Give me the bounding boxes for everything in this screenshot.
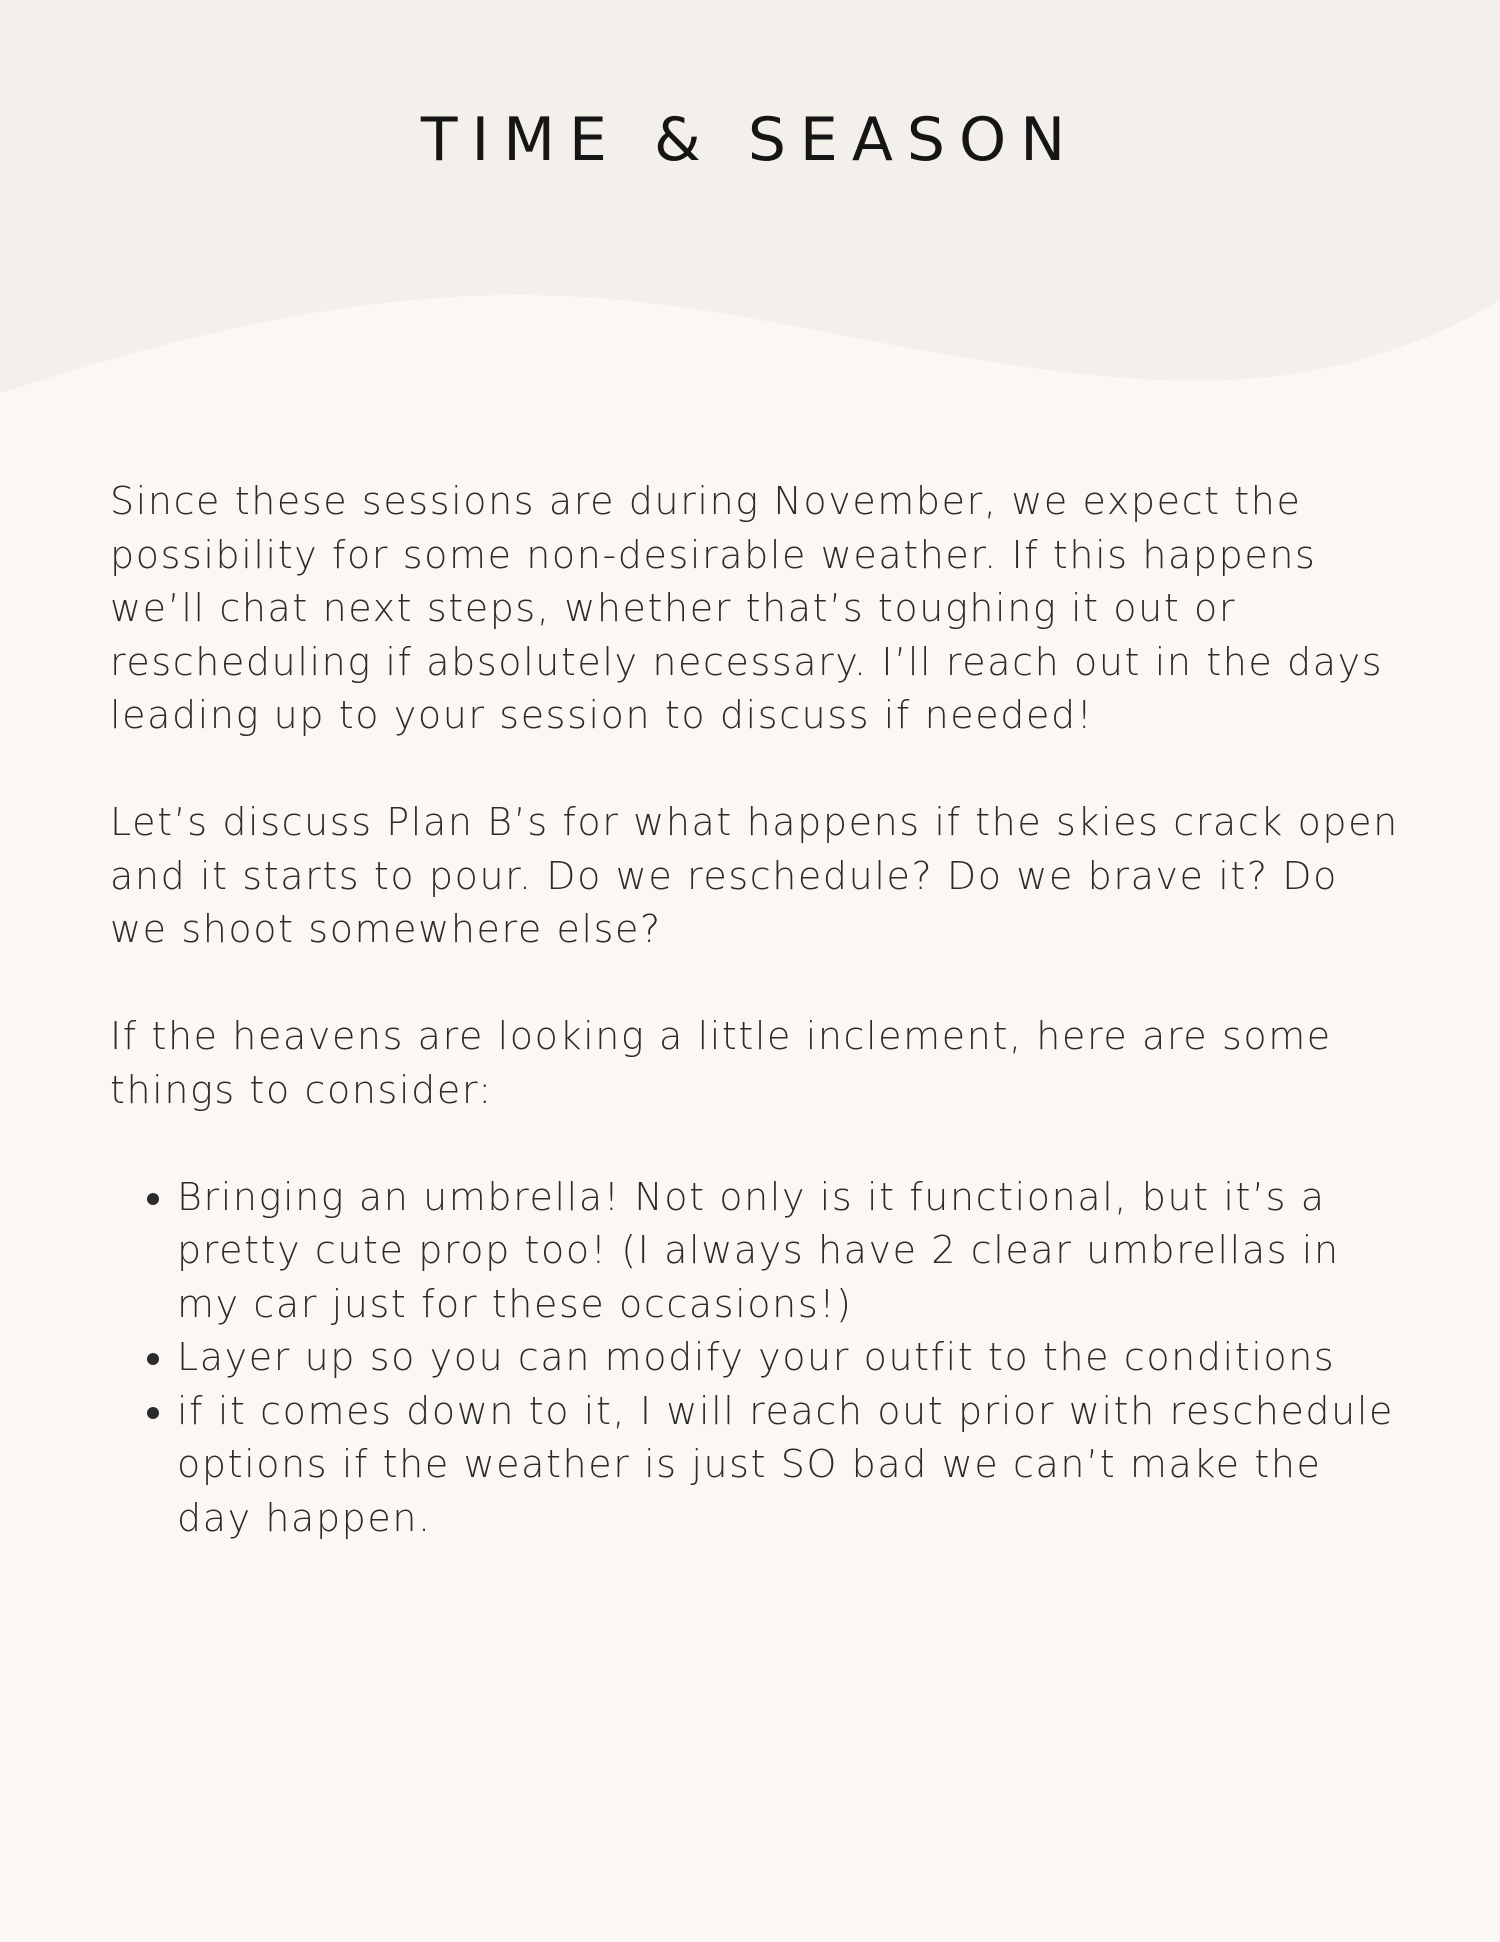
list-item: • if it comes down to it, I will reach out prior with reschedule options if the weather is just SO bad we can’t make the day happen. xyxy=(177,1385,1400,1546)
list-item: • Layer up so you can modify your outfit to the conditions xyxy=(177,1331,1400,1385)
body-content xyxy=(110,475,1400,1545)
tips-list xyxy=(110,1171,1400,1546)
header-wave-band xyxy=(0,0,1500,400)
paragraph-november-weather: Since these sessions are during November, we expect the possibility for some non-desirable weather. If this happens we’ll chat next steps, whether that’s toughing it out or rescheduling if absolutely necessary. I’ll reach out in the days leading up to your session to discuss if needed! xyxy=(110,479,1384,737)
paragraph-plan-b: Let’s discuss Plan B’s for what happens if the skies crack open and it starts to pour. Do we reschedule? Do we brave it? Do we shoot somewhere else? xyxy=(110,800,1399,951)
list-item: • Bringing an umbrella! Not only is it functional, but it’s a pretty cute prop too! (I always have 2 clear umbrellas in my car just for these occasions!) xyxy=(177,1171,1400,1332)
page-title: TIME & SEASON xyxy=(420,105,1080,175)
paragraph-considerations: If the heavens are looking a little inclement, here are some things to consider: xyxy=(110,1014,1332,1112)
header-wave-shape xyxy=(0,0,1500,393)
